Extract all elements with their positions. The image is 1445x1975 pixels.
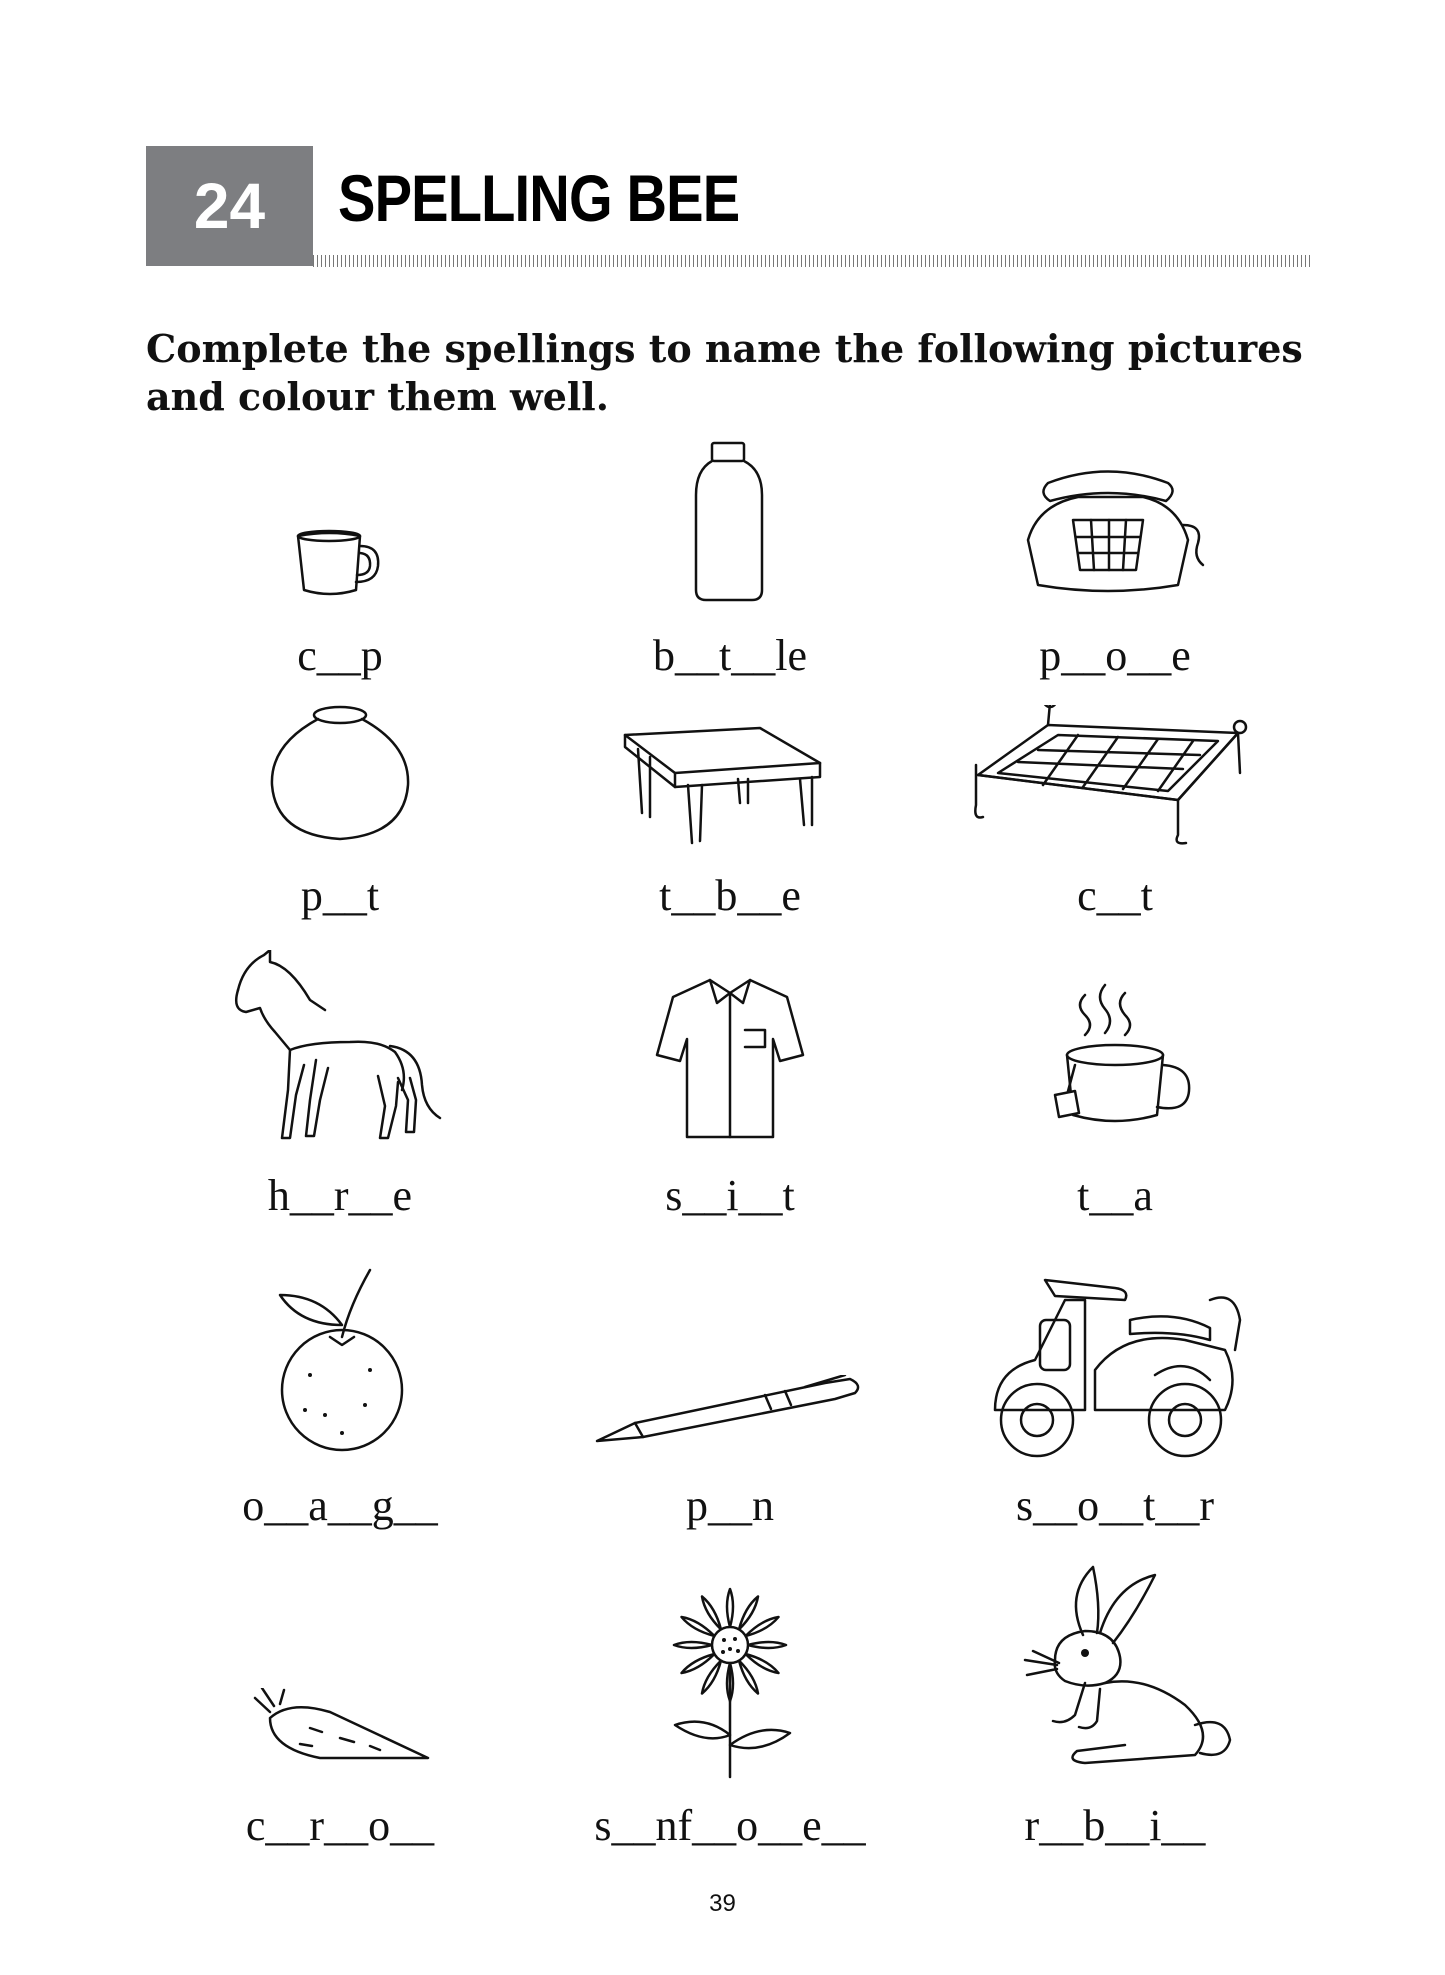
scooter-icon (985, 1260, 1245, 1460)
pot-icon (268, 705, 413, 845)
word-blank-orange: o__a__g__ (242, 1481, 438, 1530)
word-blank-bottle: b__t__le (653, 631, 807, 680)
word-blank-cup: c__p (297, 631, 383, 680)
rabbit-icon (1005, 1565, 1235, 1770)
table-icon (620, 725, 825, 845)
word-blank-pot: p__t (300, 871, 380, 920)
cup-icon (290, 528, 385, 603)
tea-icon (1045, 975, 1195, 1145)
word-blank-tea: t__a (1077, 1171, 1153, 1220)
word-blank-sunflower: s__nf__o__e__ (594, 1801, 866, 1850)
shirt-icon (655, 975, 805, 1145)
word-blank-cot: c__t (1077, 871, 1153, 920)
word-blank-scooter: s__o__t__r (1016, 1481, 1214, 1530)
word-blank-carrot: c__r__o__ (245, 1801, 435, 1850)
word-blank-shirt: s__i__t (665, 1171, 795, 1220)
phone-icon (1018, 465, 1208, 600)
chapter-number: 24 (146, 146, 313, 266)
page-title: SPELLING BEE (338, 161, 740, 235)
horse-icon (230, 950, 445, 1145)
page-number: 39 (709, 1890, 736, 1917)
word-blank-horse: h__r__e (267, 1171, 413, 1220)
word-blank-rabbit: r__b__i__ (1024, 1801, 1206, 1850)
carrot-icon (250, 1688, 430, 1768)
pen-icon (595, 1375, 865, 1445)
title-underline (313, 255, 1313, 267)
sunflower-icon (665, 1585, 795, 1780)
bottle-icon (690, 440, 770, 605)
cot-icon (968, 705, 1258, 845)
word-blank-pen: p__n (686, 1481, 774, 1530)
orange-icon (270, 1265, 415, 1455)
word-blank-table: t__b__e (659, 871, 801, 920)
word-blank-phone: p__o__e (1039, 631, 1191, 680)
instructions-text: Complete the spellings to name the following pictures and colour them well. (146, 326, 1303, 419)
